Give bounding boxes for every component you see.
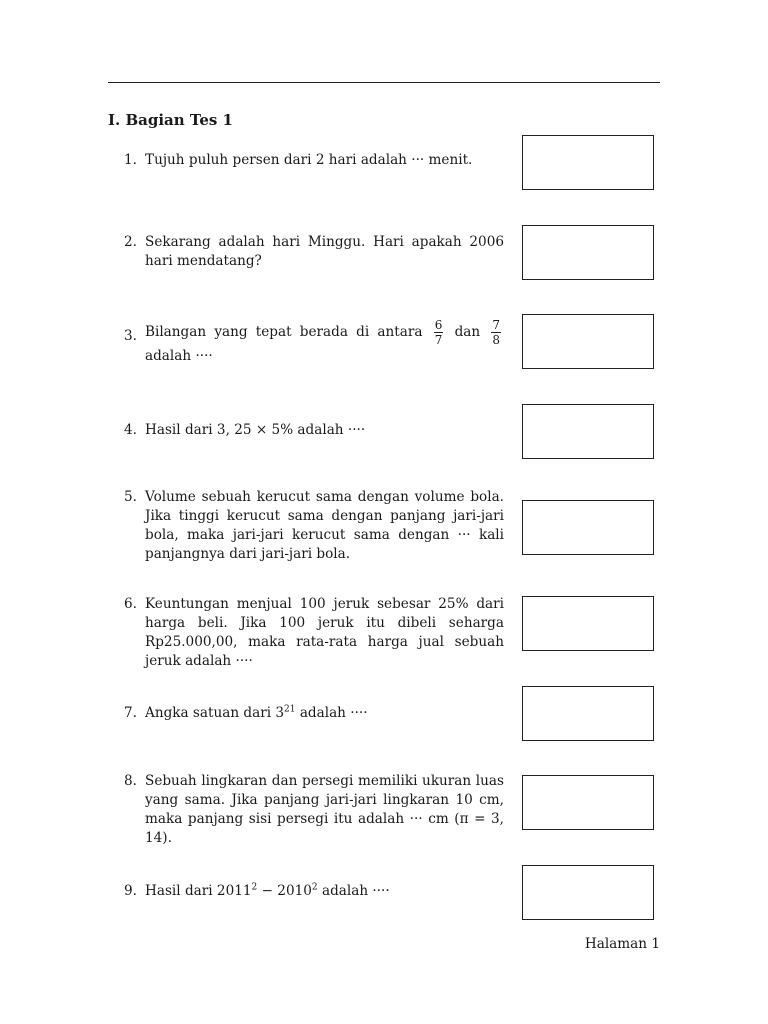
question-9 — [124, 882, 504, 901]
question-text-post: adalah ···· — [295, 705, 368, 721]
question-text: Tujuh puluh persen dari 2 hari adalah ··· menit. — [145, 152, 473, 168]
question-text-mid: − 2010 — [257, 883, 312, 899]
fraction-numerator: 7 — [492, 318, 501, 332]
question-number: 6. — [124, 596, 137, 612]
answer-box-6[interactable] — [522, 596, 654, 651]
question-number: 2. — [124, 234, 137, 250]
fraction-denominator: 8 — [492, 333, 501, 347]
question-number: 1. — [124, 152, 137, 168]
fraction-seven-eighths — [491, 318, 501, 347]
header-rule — [108, 82, 660, 83]
question-6 — [124, 595, 504, 671]
question-4 — [124, 421, 504, 440]
fraction-denominator: 7 — [434, 333, 443, 347]
question-8 — [124, 772, 504, 848]
answer-box-9[interactable] — [522, 865, 654, 920]
fraction-numerator: 6 — [434, 318, 443, 332]
exponent: 2 — [251, 882, 258, 893]
question-text: Keuntungan menjual 100 jeruk sebesar 25% dari harga beli. Jika 100 jeruk itu dibeli seharga Rp25.000,00, maka rata-rata harga jual sebuah jeruk adalah ···· — [145, 596, 504, 669]
question-text: Volume sebuah kerucut sama dengan volume bola. Jika tinggi kerucut sama dengan panjang jari-jari bola, maka jari-jari kerucut sama dengan ··· kali panjangnya dari jari-jari bola. — [145, 489, 504, 562]
answer-box-1[interactable] — [522, 135, 654, 190]
question-text — [145, 882, 504, 901]
question-text — [145, 318, 504, 366]
question-text-post: adalah ···· — [145, 348, 213, 364]
question-text-pre: Angka satuan dari 3 — [145, 705, 285, 721]
question-text: Sekarang adalah hari Minggu. Hari apakah 2006 hari mendatang? — [145, 234, 504, 269]
question-text-pre: Hasil dari 2011 — [145, 883, 252, 899]
answer-box-3[interactable] — [522, 314, 654, 369]
question-1 — [124, 151, 504, 170]
exponent: 21 — [284, 704, 296, 715]
question-number: 8. — [124, 773, 137, 789]
question-text-mid: dan — [454, 324, 481, 340]
question-number: 9. — [124, 883, 137, 899]
answer-box-7[interactable] — [522, 686, 654, 741]
answer-box-2[interactable] — [522, 225, 654, 280]
question-text: Sebuah lingkaran dan persegi memiliki ukuran luas yang sama. Jika panjang jari-jari lingkaran 10 cm, maka panjang sisi persegi itu adalah ··· cm (π = 3, 14). — [145, 773, 504, 846]
question-text — [145, 704, 504, 723]
question-text: Hasil dari 3, 25 × 5% adalah ···· — [145, 422, 366, 438]
answer-box-4[interactable] — [522, 404, 654, 459]
section-title: I. Bagian Tes 1 — [108, 111, 233, 129]
answer-box-8[interactable] — [522, 775, 654, 830]
exponent: 2 — [311, 882, 318, 893]
question-5 — [124, 488, 504, 564]
question-text-pre: Bilangan yang tepat berada di antara — [145, 324, 423, 340]
question-7 — [124, 704, 504, 723]
question-3 — [124, 318, 504, 366]
fraction-six-sevenths — [434, 318, 444, 347]
answer-box-5[interactable] — [522, 500, 654, 555]
question-number: 5. — [124, 489, 137, 505]
page-number: Halaman 1 — [584, 936, 660, 952]
question-text-post: adalah ···· — [317, 883, 390, 899]
question-number: 4. — [124, 422, 137, 438]
question-number: 7. — [124, 705, 137, 721]
question-number: 3. — [124, 328, 137, 344]
question-2 — [124, 233, 504, 271]
